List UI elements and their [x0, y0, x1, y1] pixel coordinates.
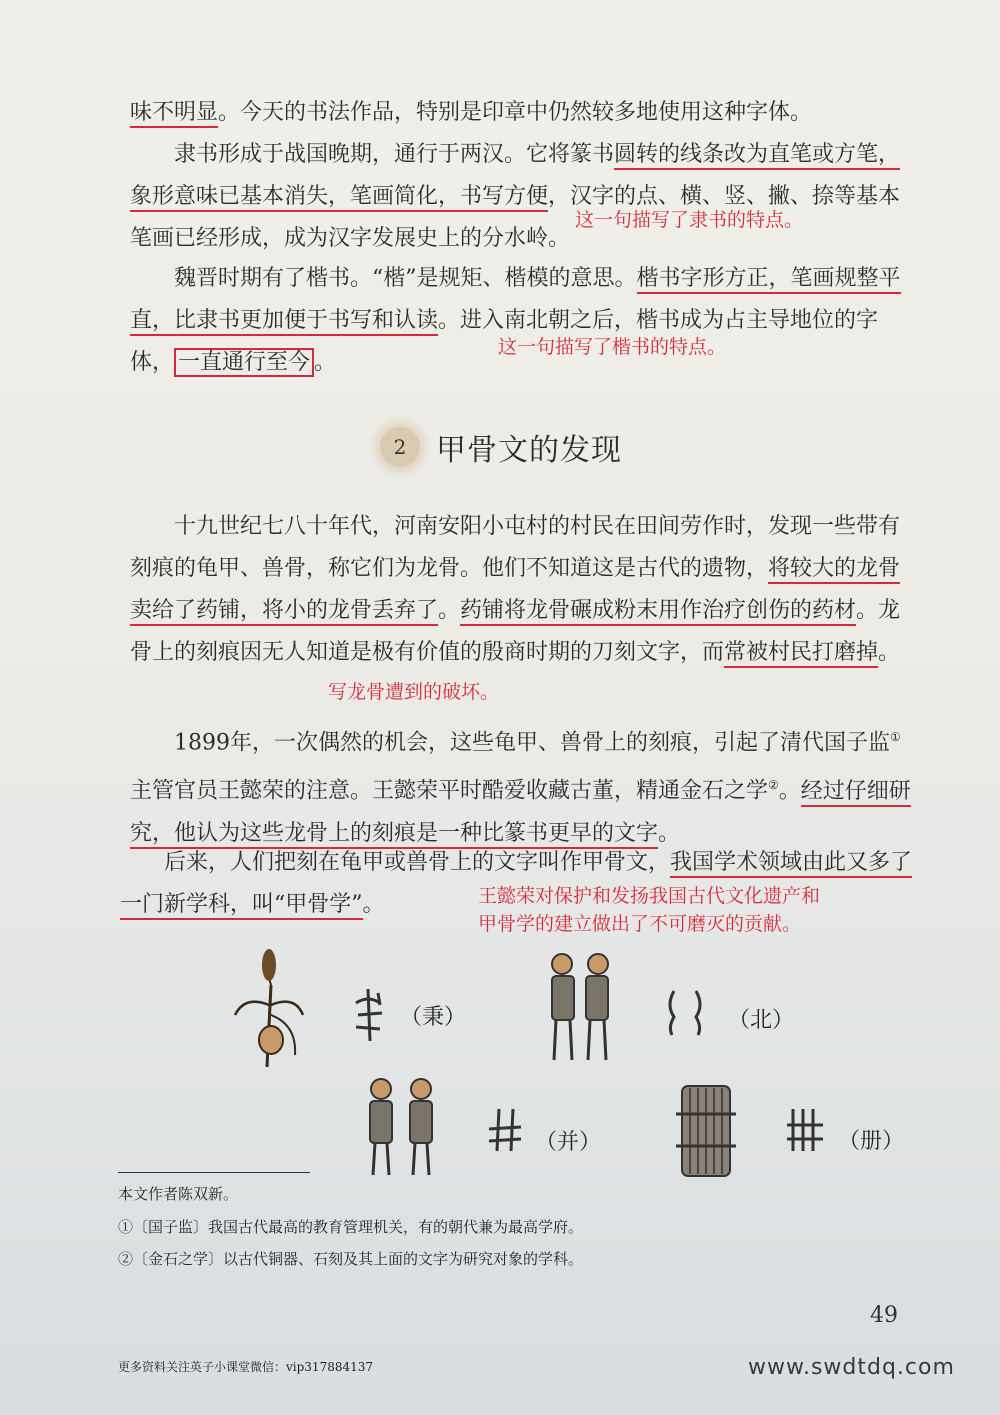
annotation-damage: 写龙骨遭到的破坏。: [328, 681, 500, 703]
footnote-2: ②〔金石之学〕以古代铜器、石刻及其上面的文字为研究对象的学科。: [118, 1250, 584, 1268]
paragraph-discovery: 十九世纪七八十年代，河南安阳小屯村的村民在田间劳作时，发现一些带有刻痕的龟甲、兽骨，称它们为龙骨。他们不知道这是古代的遗物，将较大的龙骨卖给了药铺，将小的龙骨丢弃了。药铺将龙骨碾成粉末用作治疗创伤的药材。龙骨上的刻痕因无人知道是极有价值的殷商时期的刀刻文字，而常被村民打磨掉。: [130, 506, 920, 674]
paragraph-jiaguxue: 后来，人们把刻在龟甲或兽骨上的文字叫作甲骨文，我国学术领域由此又多了一门新学科，叫“甲骨学”。: [120, 842, 920, 926]
section-title: 甲骨文的发现: [436, 433, 622, 468]
watermark: www.swdtdq.com: [748, 1355, 955, 1380]
underlined-sold-bones: 将较大的龙骨卖给了药铺，将小的龙骨丢弃了: [130, 556, 900, 626]
bamboo-slips-icon: [672, 1080, 742, 1180]
section-number-badge: 2: [380, 427, 420, 467]
bing-glyph-icon: [350, 985, 390, 1045]
footnote-author: 本文作者陈双新。: [118, 1185, 239, 1203]
paragraph-lishu: 隶书形成于战国晚期，通行于两汉。它将篆书圆转的线条改为直笔或方笔，象形意味已基本消失，笔画简化，书写方便，汉字的点、横、竖、撇、捺等基本笔画已经形成，成为汉字发展史上的分水岭。: [130, 142, 901, 251]
section-heading: [380, 425, 622, 469]
underlined-lishu-features: 圆转的线条改为直笔或方笔，象形意味已基本消失，笔画简化，书写方便: [130, 142, 900, 212]
underlined-research: 经过仔细研究，他认为这些龙骨上的刻痕是一种比篆书更早的文字: [130, 779, 911, 849]
annotation-kaishu: 这一句描写了楷书的特点。: [498, 336, 727, 358]
wheat-hand-icon: [225, 945, 315, 1070]
underlined-kaishu-features: 楷书字形方正，笔画规整平直，比隶书更加便于书写和认读: [130, 266, 901, 336]
boxed-phrase: 一直通行至今: [174, 348, 314, 377]
page-number: 49: [870, 1303, 898, 1328]
paragraph-1: 味不明显。今天的书法作品，特别是印章中仍然较多地使用这种字体。: [130, 92, 920, 134]
figure-label-bing: （秉）: [400, 1005, 467, 1030]
figure-label-bing-combine: （并）: [535, 1130, 602, 1155]
annotation-lishu: 这一句描写了隶书的特点。: [575, 209, 804, 231]
ce-glyph-icon: [783, 1105, 828, 1155]
contact-note: 更多资料关注英子小课堂微信：vip317884137: [118, 1360, 374, 1374]
footnote-divider: [118, 1172, 310, 1173]
back-to-back-people-icon: [540, 950, 620, 1065]
side-by-side-people-icon: [357, 1075, 447, 1180]
bing-combine-glyph-icon: [485, 1105, 525, 1155]
underlined-phrase: 味不明显: [130, 100, 218, 128]
underlined-new-discipline: 我国学术领域由此又多了一门新学科，叫“甲骨学”: [120, 850, 912, 920]
annotation-wang-contribution: 王懿荣对保护和发扬我国古代文化遗产和甲骨学的建立做出了不可磨灭的贡献。: [478, 885, 821, 935]
paragraph-kaishu: 魏晋时期有了楷书。“楷”是规矩、楷模的意思。楷书字形方正，笔画规整平直，比隶书更加便于书写和认读。进入南北朝之后，楷书成为占主导地位的字体， 一直通行至今 。: [130, 266, 901, 375]
bei-glyph-icon: [660, 985, 710, 1040]
figure-label-bei: （北）: [728, 1008, 795, 1033]
figure-label-ce: （册）: [838, 1129, 905, 1154]
footnote-1: ①〔国子监〕我国古代最高的教育管理机关，有的朝代兼为最高学府。: [118, 1218, 584, 1236]
paragraph-1899: 1899年，一次偶然的机会，这些龟甲、兽骨上的刻痕，引起了清代国子监①主管官员王懿荣的注意。王懿荣平时酷爱收藏古董，精通金石之学②。经过仔细研究，他认为这些龙骨上的刻痕是一种比篆书更早的文字。: [130, 716, 920, 855]
underlined-ground-powder: 药铺将龙骨碾成粉末用作治疗创伤的药材: [460, 598, 856, 626]
underlined-polished-off: 常被村民打磨掉: [724, 640, 878, 668]
